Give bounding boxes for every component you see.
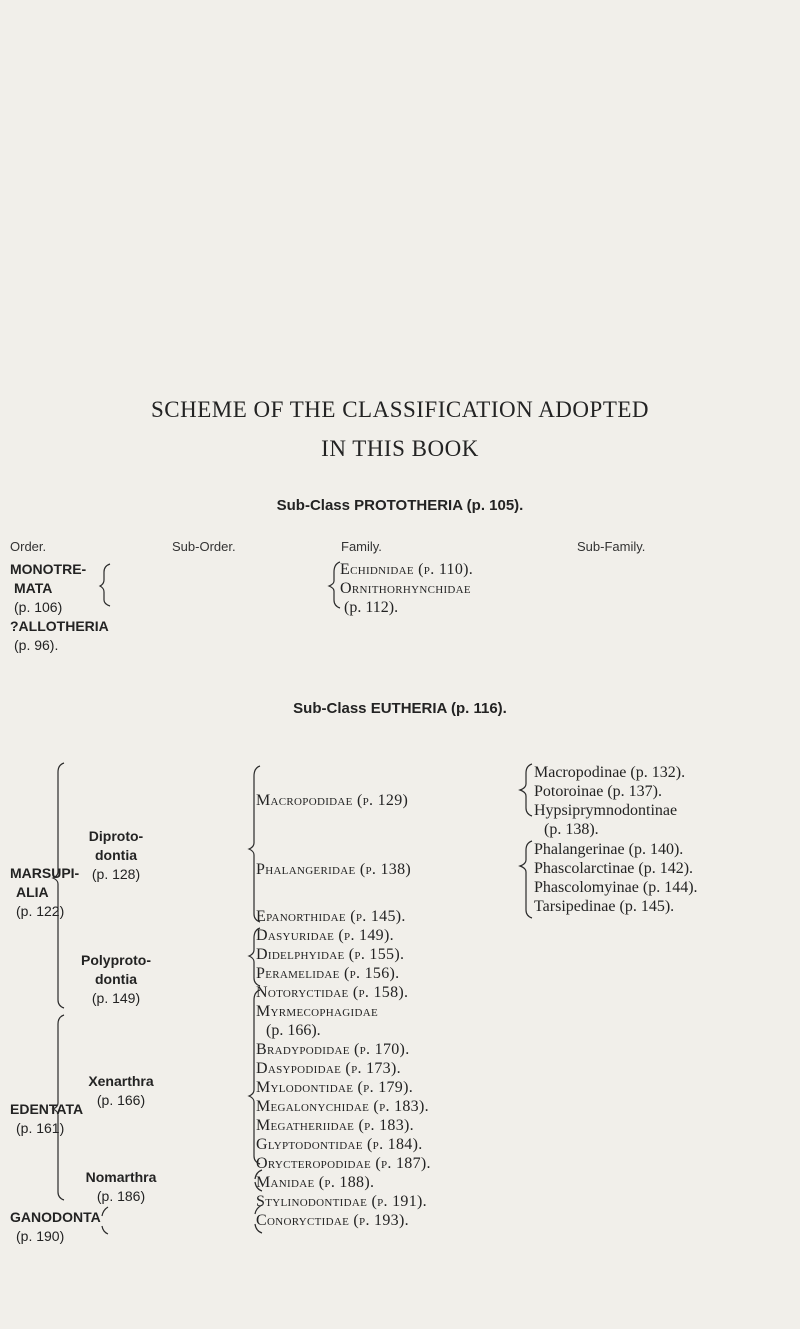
- family-dasypodidae: Dasypodidae (p. 173).: [256, 1060, 401, 1077]
- brace-xenarthra: [249, 990, 260, 1164]
- subfamily-potoroinae: Potoroinae (p. 137).: [534, 783, 662, 800]
- subfamily-macropodinae: Macropodinae (p. 132).: [534, 764, 686, 781]
- brace-marsupialia: [53, 763, 64, 1008]
- family-list: Epanorthidae (p. 145). Dasyuridae (p. 149). Didelphyidae (p. 155). Peramelidae (p. 156). Notoryctidae (p. 158). Myrmecophagidae (p. 166). Bradypodidae (p. 170). Dasypodidae (p. 173). Mylodontidae (p. 179). Megalonychidae (p. 183). Megatheriidae (p. 183). Glyptodontidae (p. 184). Orycteropodidae (p. 187). Manidae (p. 188). Stylinodontidae (p. 191). Conoryctidae (p. 193).: [256, 908, 431, 1229]
- family-mylodontidae: Mylodontidae (p. 179).: [256, 1079, 414, 1096]
- family-conoryctidae: Conoryctidae (p. 193).: [256, 1212, 409, 1229]
- order-marsupialia: MARSUPI- ALIA (p. 122): [10, 865, 80, 919]
- family-stylinodontidae: Stylinodontidae (p. 191).: [256, 1193, 427, 1210]
- brace-ganodonta-families: [255, 1205, 262, 1214]
- brace-macropodidae-subfamilies: [520, 764, 532, 816]
- brace-phalangeridae-subfamilies: [520, 841, 532, 918]
- suborder-nomarthra: Nomarthra (p. 186): [85, 1169, 157, 1204]
- column-family: Family.: [341, 539, 382, 554]
- family-megalonychidae: Megalonychidae (p. 183).: [256, 1098, 429, 1115]
- brace-ganodonta: [102, 1207, 108, 1216]
- brace-polyprotodontia: [249, 928, 260, 986]
- subfamily-phascolomyinae: Phascolomyinae (p. 144).: [534, 879, 698, 896]
- family-manidae: Manidae (p. 188).: [256, 1174, 375, 1191]
- family-peramelidae: Peramelidae (p. 156).: [256, 965, 400, 982]
- column-subfamily: Sub-Family.: [577, 539, 646, 554]
- column-order: Order.: [10, 539, 47, 554]
- suborder-polyprotodontia: Polyproto- dontia (p. 149): [81, 952, 151, 1006]
- order-edentata: EDENTATA (p. 161): [10, 1101, 84, 1136]
- subfamily-tarsipedinae: Tarsipedinae (p. 145).: [534, 898, 675, 915]
- suborder-diprotodontia: Diproto- dontia (p. 128): [88, 828, 144, 882]
- family-epanorthidae: Epanorthidae (p. 145).: [256, 908, 406, 925]
- subfamily-phalangerinae: Phalangerinae (p. 140).: [534, 841, 684, 858]
- brace-nomarthra-lower: [255, 1182, 262, 1191]
- prototheria-title: Sub-Class PROTOTHERIA (p. 105).: [276, 497, 524, 514]
- heading-line-1: SCHEME OF THE CLASSIFICATION ADOPTED: [150, 397, 650, 422]
- brace-edentata: [53, 1015, 64, 1200]
- family-orycteropodidae: Orycteropodidae (p. 187).: [256, 1155, 431, 1172]
- subfamily-phascolarctinae: Phascolarctinae (p. 142).: [534, 860, 694, 877]
- subfamilies-macropodidae: Macropodinae (p. 132). Potoroinae (p. 137). Hypsiprymnodontinae (p. 138).: [534, 764, 686, 838]
- family-megatheriidae: Megatheriidae (p. 183).: [256, 1117, 414, 1134]
- brace-nomarthra: [255, 1170, 262, 1179]
- family-glyptodontidae: Glyptodontidae (p. 184).: [256, 1136, 423, 1153]
- family-myrmecophagidae: Myrmecophagidae: [256, 1003, 379, 1020]
- family-phalangeridae: Phalangeridae (p. 138): [256, 861, 412, 878]
- subfamily-hypsiprymnodontinae: Hypsiprymnodontinae: [534, 802, 678, 819]
- order-ganodonta: GANODONTA (p. 190): [10, 1209, 101, 1244]
- family-didelphyidae: Didelphyidae (p. 155).: [256, 946, 405, 963]
- family-macropodidae: Macropodidae (p. 129): [256, 792, 409, 809]
- heading-line-2: IN THIS BOOK: [321, 436, 479, 461]
- order-monotremata: MONOTRE- MATA (p. 106): [10, 561, 87, 615]
- brace-diprotodontia: [249, 766, 260, 922]
- brace-ganodonta-lower: [102, 1226, 108, 1234]
- brace-monotremata: [100, 564, 110, 606]
- suborder-xenarthra: Xenarthra (p. 166): [88, 1073, 154, 1108]
- brace-ganodonta-families-lower: [255, 1224, 262, 1233]
- prototheria-families: Echidnidae (p. 110). Ornithorhynchidae (p. 112).: [340, 561, 474, 616]
- order-allotheria: ?ALLOTHERIA (p. 96).: [10, 618, 109, 653]
- family-notoryctidae: Notoryctidae (p. 158).: [256, 984, 409, 1001]
- family-bradypodidae: Bradypodidae (p. 170).: [256, 1041, 410, 1058]
- column-suborder: Sub-Order.: [172, 539, 236, 554]
- brace-prototheria-families: [329, 562, 340, 608]
- family-dasyuridae: Dasyuridae (p. 149).: [256, 927, 394, 944]
- eutheria-title: Sub-Class EUTHERIA (p. 116).: [293, 700, 507, 717]
